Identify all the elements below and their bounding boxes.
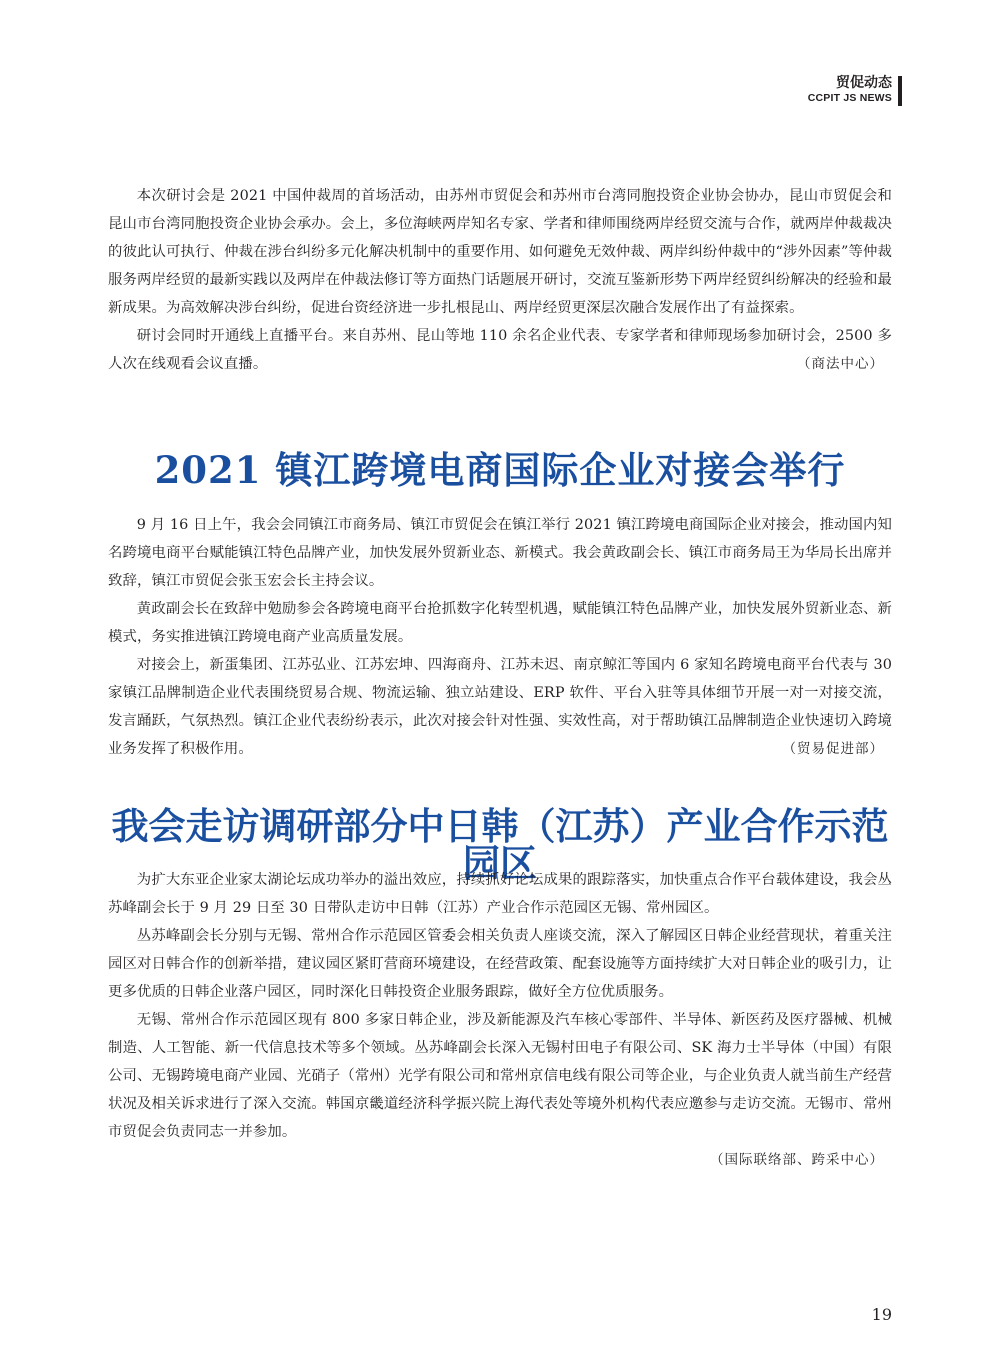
article-2-title: 2021 镇江跨境电商国际企业对接会举行: [154, 448, 846, 492]
section-title: 贸促动态: [836, 75, 892, 91]
article-1-paragraph-1: 本次研讨会是 2021 中国仲裁周的首场活动，由苏州市贸促会和苏州市台湾同胞投资企业协会协办，昆山市贸促会和昆山市台湾同胞投资企业协会承办。会上，多位海峡两岸知名专家、学者和律师围绕两岸经贸交流与合作，就两岸仲裁裁决的彼此认可执行、仲裁在涉台纠纷多元化解决机制中的重要作用、如何避免无效仲裁、两岸纠纷仲裁中的“涉外因素”等仲裁服务两岸经贸的最新实践以及两岸在仲裁法修订等方面热门话题展开研讨，交流互鉴新形势下两岸经贸纠纷解决的经验和最新成果。为高效解决涉台纠纷，促进台资经济进一步扎根昆山、两岸经贸更深层次融合发展作出了有益探索。: [108, 188, 892, 316]
article-2-paragraph-3: 对接会上，新蛋集团、江苏弘业、江苏宏坤、四海商舟、江苏未迟、南京鲸汇等国内 6 家知名跨境电商平台代表与 30 家镇江品牌制造企业代表围绕贸易合规、物流运输、独立站建设、ERP 软件、平台入驻等具体细节开展一对一对接交流，发言踊跃，气氛热烈。镇江企业代表纷纷表示，此次对接会针对性强、实效性高，对于帮助镇江品牌制造企业快速切入跨境业务发挥了积极作用。: [108, 657, 892, 757]
article-2: [108, 511, 892, 763]
page-header: [808, 74, 892, 105]
article-3-title: 我会走访调研部分中日韩（江苏）产业合作示范园区: [111, 804, 889, 885]
article-1-paragraph-2: 研讨会同时开通线上直播平台。来自苏州、昆山等地 110 余名企业代表、专家学者和律师现场参加研讨会，2500 多人次在线观看会议直播。: [108, 328, 892, 372]
article-3-paragraph-1: 为扩大东亚企业家太湖论坛成功举办的溢出效应，持续抓好论坛成果的跟踪落实，加快重点合作平台载体建设，我会丛苏峰副会长于 9 月 29 日至 30 日带队走访中日韩（江苏）产业合作示范园区无锡、常州园区。: [108, 872, 892, 916]
header-divider-bar: [898, 76, 902, 106]
section-subtitle: CCPIT JS NEWS: [807, 92, 892, 104]
article-2-paragraph-1: 9 月 16 日上午，我会会同镇江市商务局、镇江市贸促会在镇江举行 2021 镇江跨境电商国际企业对接会，推动国内知名跨境电商平台赋能镇江特色品牌产业，加快发展外贸新业态、新模式。我会黄政副会长、镇江市商务局王为华局长出席并致辞，镇江市贸促会张玉宏会长主持会议。: [108, 517, 892, 589]
article-3: [108, 866, 892, 1174]
article-1-source: （商法中心）: [797, 356, 884, 372]
page-number: 19: [871, 1305, 892, 1324]
article-3-paragraph-2: 丛苏峰副会长分别与无锡、常州合作示范园区管委会相关负责人座谈交流，深入了解园区日韩企业经营现状，着重关注园区对日韩合作的创新举措，建议园区紧盯营商环境建设，在经营政策、配套设施等方面持续扩大对日韩企业的吸引力，让更多优质的日韩企业落户园区，同时深化日韩投资企业服务跟踪，做好全方位优质服务。: [108, 928, 892, 1000]
article-3-source: （国际联络部、跨采中心）: [710, 1152, 884, 1168]
article-2-source: （贸易促进部）: [782, 741, 884, 757]
article-2-paragraph-2: 黄政副会长在致辞中勉励参会各跨境电商平台抢抓数字化转型机遇，赋能镇江特色品牌产业，加快发展外贸新业态、新模式，务实推进镇江跨境电商产业高质量发展。: [108, 601, 892, 645]
article-3-paragraph-3: 无锡、常州合作示范园区现有 800 多家日韩企业，涉及新能源及汽车核心零部件、半导体、新医药及医疗器械、机械制造、人工智能、新一代信息技术等多个领域。丛苏峰副会长深入无锡村田电子有限公司、SK 海力士半导体（中国）有限公司、无锡跨境电商产业园、光硝子（常州）光学有限公司和常州京信电线有限公司等企业，与企业负责人就当前生产经营状况及相关诉求进行了深入交流。韩国京畿道经济科学振兴院上海代表处等境外机构代表应邀参与走访交流。无锡市、常州市贸促会负责同志一并参加。: [108, 1012, 892, 1140]
article-1: [108, 182, 892, 378]
